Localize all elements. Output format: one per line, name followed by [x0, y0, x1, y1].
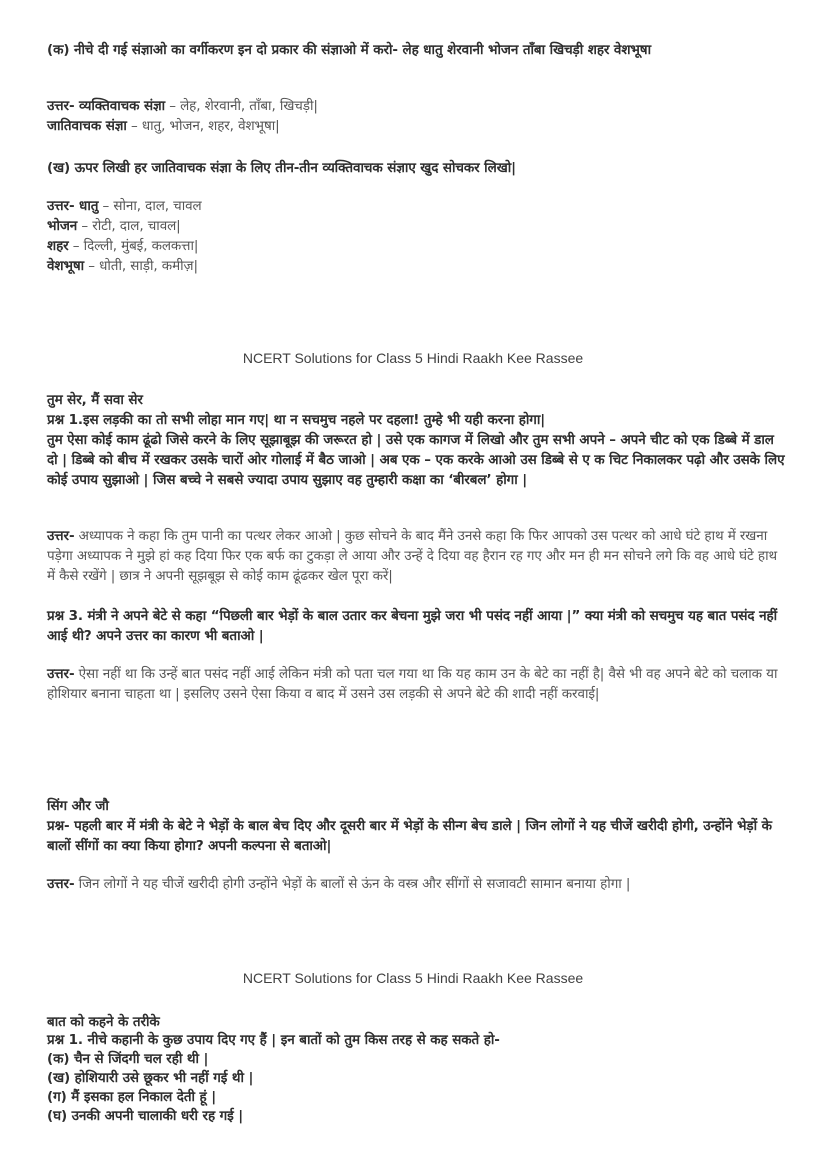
- answer-label: शहर: [47, 238, 69, 254]
- answer-text: – धोती, साड़ी, कमीज़|: [84, 258, 198, 274]
- answer-label: उत्तर-: [47, 528, 75, 544]
- page-header: NCERT Solutions for Class 5 Hindi Raakh Kee Rassee: [242, 970, 584, 986]
- answer-label: उत्तर- धातु: [47, 198, 99, 214]
- question-1: प्रश्न 1. नीचे कहानी के कुछ उपाय दिए गए हैं | इन बातों को तुम किस तरह से कह सकते हो-: [47, 1032, 500, 1048]
- answer-text: – सोना, दाल, चावल: [98, 198, 202, 214]
- answer-label: भोजन: [47, 218, 78, 234]
- list-item: (क) चैन से जिंदगी चल रही थी |: [47, 1051, 209, 1067]
- list-item: (ख) होशियारी उसे छूकर भी नहीं गई थी |: [47, 1070, 254, 1086]
- answer-line-vyaktivachak: [47, 96, 787, 116]
- section-heading: सिंग और जौ: [47, 798, 109, 814]
- answer-text: जिन लोगों ने यह चीजें खरीदी होगी उन्होंने भेड़ों के बालों से ऊंन के वस्त्र और सींगों से सजावटी सामान बनाया होगा |: [74, 876, 631, 892]
- answer-sing-aur-jau: [47, 874, 787, 894]
- answer-label: उत्तर-: [47, 876, 75, 892]
- question-sing-aur-jau: प्रश्न- पहली बार में मंत्री के बेटे ने भेड़ों के बाल बेच दिए और दूसरी बार में भेड़ों के सीन्ग बेच डाले | जिन लोगों ने यह चीजें खरीदी होगी, उन्होंने भेड़ों के बालों सींगों का क्या किया होगा? अपनी कल्पना से बताओ|: [47, 818, 772, 854]
- answer-line-shahar: [47, 236, 787, 256]
- answer-line-dhatu: [47, 196, 787, 216]
- answer-label: उत्तर-: [47, 666, 75, 682]
- answer-text: – रोटी, दाल, चावल|: [77, 218, 181, 234]
- question-3: प्रश्न 3. मंत्री ने अपने बेटे से कहा “पिछली बार भेड़ों के बाल उतार कर बेचना मुझे जरा भी पसंद नहीं आया |” क्या मंत्री को सचमुच यह बात पसंद नहीं आई थी? अपने उत्तर का कारण भी बताओ |: [47, 608, 778, 644]
- section-heading: तुम सेर, मैं सवा सेर: [47, 392, 143, 408]
- list-item: (घ) उनकी अपनी चालाकी धरी रह गई |: [47, 1108, 244, 1124]
- answer-text: – दिल्ली, मुंबई, कलकत्ता|: [68, 238, 199, 254]
- answer-1: [47, 526, 787, 586]
- answer-line-jativachak: [47, 116, 787, 136]
- answer-3: [47, 664, 787, 704]
- answer-label: उत्तर- व्यक्तिवाचक संज्ञा: [47, 98, 166, 114]
- answer-text: ऐसा नहीं था कि उन्हें बात पसंद नहीं आई लेकिन मंत्री को पता चल गया था कि यह काम उन के बेटे का नहीं है| वैसे भी वह अपने बेटे को चलाक या होशियार बनाना चाहता था | इसलिए उसने ऐसा किया व बाद में उसने उस लड़की से अपने बेटे की शादी नहीं करवाई|: [47, 666, 778, 702]
- page-header: NCERT Solutions for Class 5 Hindi Raakh Kee Rassee: [242, 350, 584, 366]
- answer-line-bhojan: [47, 216, 787, 236]
- section-heading: बात को कहने के तरीके: [47, 1014, 160, 1030]
- question-1-line1: प्रश्न 1.इस लड़की का तो सभी लोहा मान गए| था न सचमुच नहले पर दहला! तुम्हे भी यही करना होगा|: [47, 412, 546, 428]
- answer-text: अध्यापक ने कहा कि तुम पानी का पत्थर लेकर आओ | कुछ सोचने के बाद मैंने उनसे कहा कि फिर आपको उस पत्थर को आधे घंटे हाथ में रखना पड़ेगा अध्यापक ने मुझे हां कह दिया फिर एक बर्फ का टुकड़ा ले आया और उन्हें दे दिया वह हैरान रह गए और मन ही मन सोचने लगे कि वह आधे घंटे हाथ में कैसे रखेंगे | छात्र ने अपनी सूझबूझ से कोई काम ढूंढकर खेल पूरा करें|: [47, 528, 778, 584]
- question-ka: (क) नीचे दी गई संज्ञाओ का वर्गीकरण इन दो प्रकार की संज्ञाओ में करो- लेह धातु शेरवानी भोजन ताँबा खिचड़ी शहर वेशभूषा: [47, 42, 652, 58]
- answer-text: – लेह, शेरवानी, ताँबा, खिचड़ी|: [165, 98, 318, 114]
- question-kha: (ख) ऊपर लिखी हर जातिवाचक संज्ञा के लिए तीन-तीन व्यक्तिवाचक संज्ञाए खुद सोचकर लिखो|: [47, 160, 517, 176]
- answer-label: वेशभूषा: [47, 258, 85, 274]
- answer-line-veshbhusha: [47, 256, 787, 276]
- question-1-instructions: तुम ऐसा कोई काम ढूंढो जिसे करने के लिए सूझाबूझ की जरूरत हो | उसे एक कागज में लिखो और तुम सभी अपने – अपने चीट को एक डिब्बे में डाल दो | डिब्बे को बीच में रखकर उसके चारों ओर गोलाई में बैठ जाओ | अब एक – एक करके आओ उस डिब्बे से ए क चिट निकालकर पढ़ो और उसके लिए कोई उपाय सुझाओ | जिस बच्चे ने सबसे ज्यादा उपाय सुझाए वह तुम्हारी कक्षा का ‘बीरबल’ होगा |: [47, 432, 785, 488]
- answer-text: – धातु, भोजन, शहर, वेशभूषा|: [126, 118, 280, 134]
- answer-label: जातिवाचक संज्ञा: [47, 118, 127, 134]
- list-item: (ग) मैं इसका हल निकाल देती हूं |: [47, 1089, 217, 1105]
